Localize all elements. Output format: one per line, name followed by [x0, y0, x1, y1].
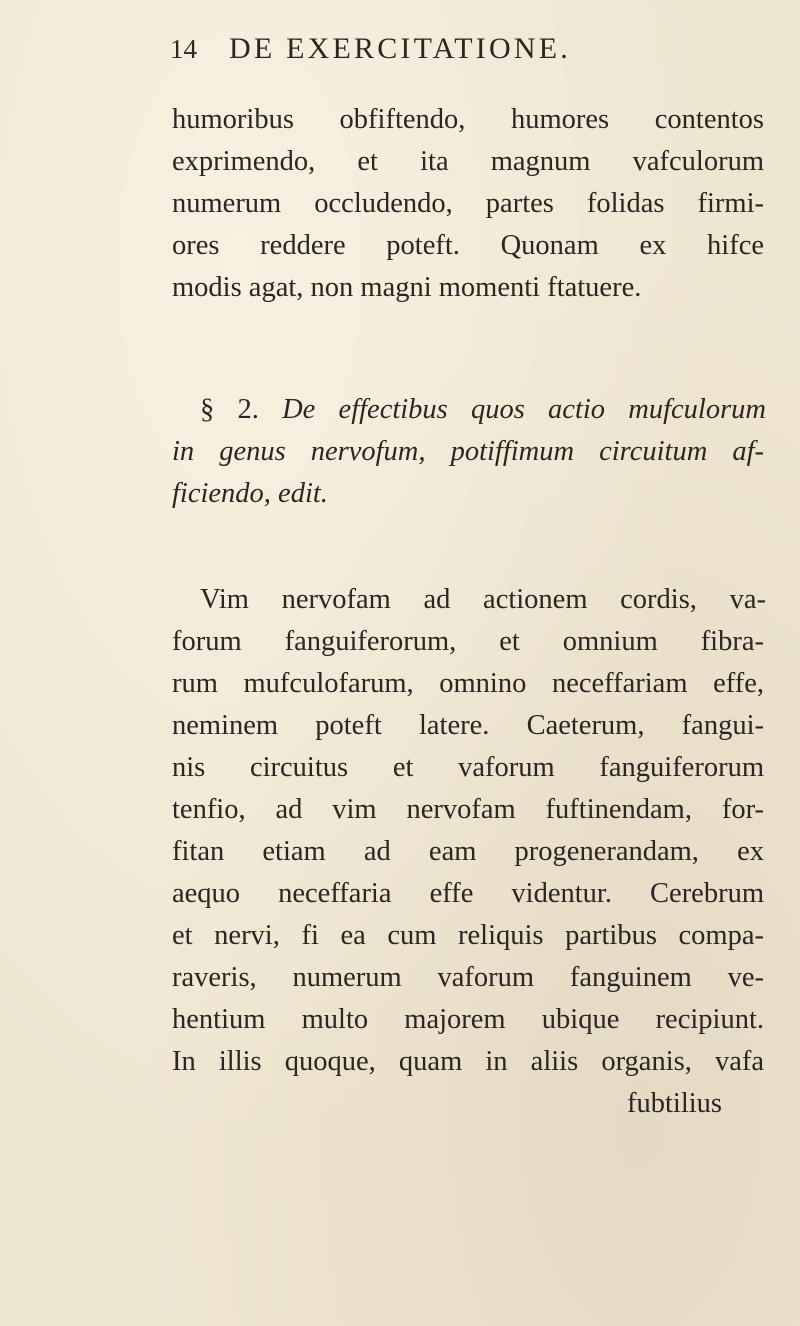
text-line: In illis quoque, quam in aliis organis, vafa — [172, 1046, 764, 1077]
section-heading-text: De effectibus quos actio mufculorum — [282, 394, 767, 425]
text-line: neminem poteft latere. Caeterum, fangui- — [172, 710, 764, 741]
text-line: rum mufculofarum, omnino neceffariam effe, — [172, 668, 764, 699]
text-line: Vim nervofam ad actionem cordis, va- — [200, 584, 766, 615]
text-line: numerum occludendo, partes folidas firmi- — [172, 188, 764, 219]
text-line: modis agat, non magni momenti ftatuere. — [172, 272, 642, 303]
text-line: ores reddere poteft. Quonam ex hifce — [172, 230, 764, 261]
section-number: § 2. — [200, 394, 259, 425]
text-line: nis circuitus et vaforum fanguiferorum — [172, 752, 764, 783]
text-line: tenfio, ad vim nervofam fuftinendam, for- — [172, 794, 764, 825]
text-line: exprimendo, et ita magnum vafculorum — [172, 146, 764, 177]
text-line: humoribus obfiftendo, humores contentos — [172, 104, 764, 135]
page-header — [170, 32, 571, 72]
text-line: forum fanguiferorum, et omnium fibra- — [172, 626, 764, 657]
section-heading-line: in genus nervofum, potiffimum circuitum af- — [172, 436, 764, 467]
section-heading-line — [200, 390, 766, 430]
text-line: raveris, numerum vaforum fanguinem ve- — [172, 962, 764, 993]
text-line: aequo neceffaria effe videntur. Cerebrum — [172, 878, 764, 909]
catchword: fubtilius — [627, 1088, 723, 1119]
page-number: 14 — [170, 34, 197, 64]
section-heading-line: ficiendo, edit. — [172, 478, 328, 509]
text-line: et nervi, fi ea cum reliquis partibus compa- — [172, 920, 764, 951]
text-line: fitan etiam ad eam progenerandam, ex — [172, 836, 764, 867]
running-head: DE EXERCITATIONE. — [229, 32, 571, 65]
text-line: hentium multo majorem ubique recipiunt. — [172, 1004, 764, 1035]
